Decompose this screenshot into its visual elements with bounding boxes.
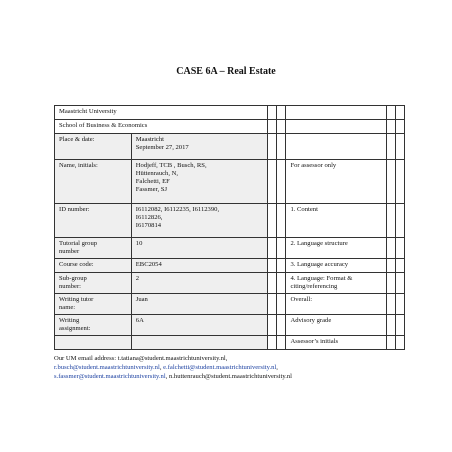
blank-cell xyxy=(268,238,277,259)
blank-cell xyxy=(277,238,286,259)
form-row xyxy=(55,315,405,336)
field-value: Hodjeff, TCB , Busch, RS, Hüttenrauch, N, Falchetti, EF Fassmer, SJ xyxy=(131,160,268,204)
field-value xyxy=(131,336,268,350)
grade-cell xyxy=(386,238,395,259)
form-row xyxy=(55,204,405,238)
separator: , xyxy=(165,372,169,380)
field-label: Name, initials: xyxy=(55,160,132,204)
email-footer xyxy=(54,355,414,381)
field-label: Writing assignment: xyxy=(55,315,132,336)
blank-cell xyxy=(268,160,277,204)
field-value: Juan xyxy=(131,294,268,315)
blank-cell xyxy=(277,134,286,160)
blank-cell xyxy=(277,315,286,336)
email-link[interactable]: e.falchetti@student.maastrichtuniversity.nl xyxy=(163,363,277,371)
grade-cell xyxy=(395,134,404,160)
email-link[interactable]: t.tatiana@student.maastrichtuniversity.nl, xyxy=(117,355,228,362)
grade-cell xyxy=(386,259,395,273)
blank-cell xyxy=(277,204,286,238)
blank-cell xyxy=(277,160,286,204)
field-label: Tutorial group number xyxy=(55,238,132,259)
blank-cell xyxy=(268,336,277,350)
email-intro: Our UM email address: xyxy=(54,355,118,362)
field-value: 10 xyxy=(131,238,268,259)
field-value: EBC2054 xyxy=(131,259,268,273)
grade-cell xyxy=(386,315,395,336)
blank-cell xyxy=(268,259,277,273)
field-value: Maastricht September 27, 2017 xyxy=(131,134,268,160)
field-label xyxy=(55,336,132,350)
field-label: Course code: xyxy=(55,259,132,273)
grade-cell xyxy=(395,294,404,315)
form-row xyxy=(55,273,405,294)
assessment-label: 2. Language structure xyxy=(286,238,386,259)
grade-cell xyxy=(386,273,395,294)
grade-cell xyxy=(386,336,395,350)
form-row xyxy=(55,160,405,204)
field-value: 6A xyxy=(131,315,268,336)
form-row xyxy=(55,336,405,350)
university-name: Maastricht University xyxy=(55,106,268,120)
document-title: CASE 6A – Real Estate xyxy=(176,66,276,77)
assessment-label: Assessor’s initials xyxy=(286,336,386,350)
field-label: Sub-group number: xyxy=(55,273,132,294)
email-link[interactable]: n.huttenrauch@student.maastrichtuniversity.nl xyxy=(168,372,292,380)
separator: , xyxy=(276,363,278,371)
form-row xyxy=(55,294,405,315)
school-name: School of Business & Economics xyxy=(55,120,268,134)
separator: , xyxy=(159,363,164,371)
assessment-label: 1. Content xyxy=(286,204,386,238)
grade-cell xyxy=(386,294,395,315)
blank-cell xyxy=(268,204,277,238)
blank-cell xyxy=(268,273,277,294)
assessment-label: For assessor only xyxy=(286,160,386,204)
field-value: I6112082, I6112235, I6112390, I6112826, I6170814 xyxy=(131,204,268,238)
assessment-label xyxy=(286,134,386,160)
grade-cell xyxy=(395,315,404,336)
grade-cell xyxy=(386,204,395,238)
assessment-label: 3. Language accuracy xyxy=(286,259,386,273)
field-label: ID number: xyxy=(55,204,132,238)
grade-cell xyxy=(386,160,395,204)
assessment-label: 4. Language: Format & citing/referencing xyxy=(286,273,386,294)
blank-cell xyxy=(268,294,277,315)
blank-cell xyxy=(277,336,286,350)
field-label: Place & date: xyxy=(55,134,132,160)
email-link[interactable]: r.busch@student.maastrichtuniversity.nl xyxy=(54,363,160,371)
blank-cell xyxy=(277,294,286,315)
blank-cell xyxy=(268,315,277,336)
blank-cell xyxy=(268,134,277,160)
cover-form-table xyxy=(54,105,405,350)
field-value: 2 xyxy=(131,273,268,294)
form-row xyxy=(55,259,405,273)
grade-cell xyxy=(395,336,404,350)
assessment-label: Advisory grade xyxy=(286,315,386,336)
grade-cell xyxy=(395,273,404,294)
email-link[interactable]: s.fassmer@student.maastrichtuniversity.nl xyxy=(54,372,166,380)
assessment-label: Overall: xyxy=(286,294,386,315)
form-row xyxy=(55,238,405,259)
grade-cell xyxy=(395,238,404,259)
blank-cell xyxy=(277,273,286,294)
header-row-school xyxy=(55,120,405,134)
header-row-university xyxy=(55,106,405,120)
form-row xyxy=(55,134,405,160)
grade-cell xyxy=(395,259,404,273)
grade-cell xyxy=(395,160,404,204)
blank-cell xyxy=(277,259,286,273)
grade-cell xyxy=(386,134,395,160)
field-label: Writing tutor name: xyxy=(55,294,132,315)
grade-cell xyxy=(395,204,404,238)
